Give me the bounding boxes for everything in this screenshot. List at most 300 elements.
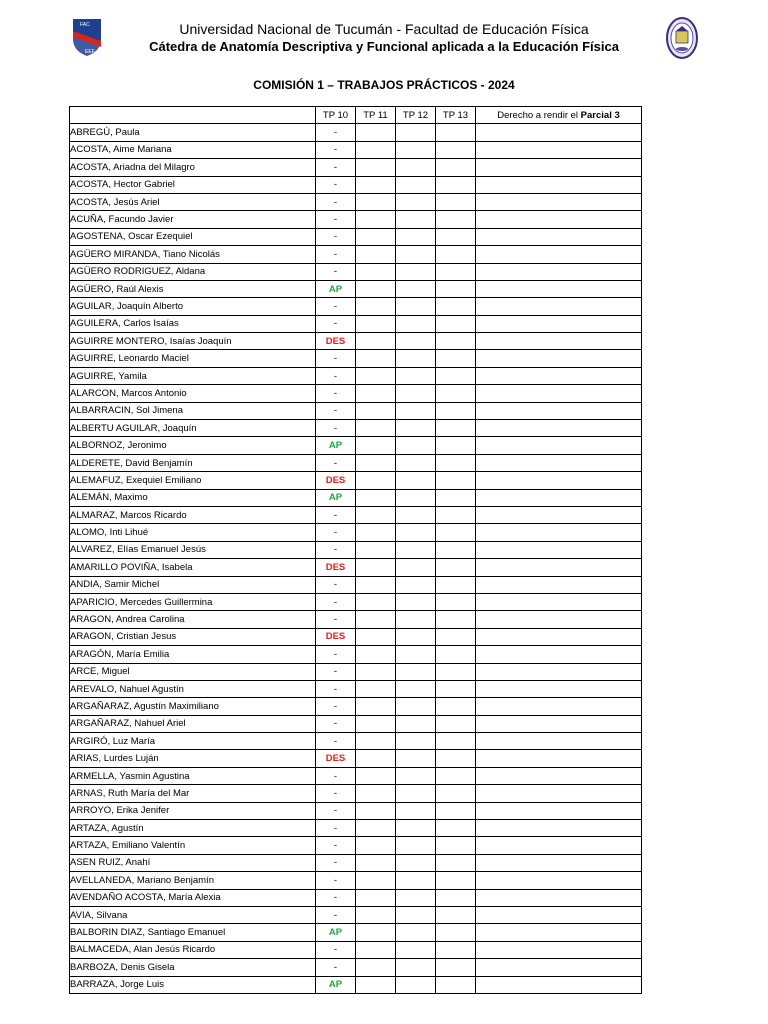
student-name: BARRAZA, Jorge Luis (70, 976, 316, 993)
tp11-status (356, 454, 396, 471)
table-row (70, 420, 642, 437)
student-name: BALBORIN DIAZ, Santiago Emanuel (70, 924, 316, 941)
derecho-status (476, 350, 642, 367)
table-row (70, 159, 642, 176)
tp11-status (356, 211, 396, 228)
derecho-status (476, 315, 642, 332)
tp11-status (356, 593, 396, 610)
tp10-status: - (316, 611, 356, 628)
tp10-status: - (316, 576, 356, 593)
derecho-status (476, 628, 642, 645)
tp13-status (436, 924, 476, 941)
tp11-status (356, 280, 396, 297)
table-row (70, 593, 642, 610)
derecho-status (476, 767, 642, 784)
tp12-status (396, 820, 436, 837)
derecho-status (476, 611, 642, 628)
tp10-status: AP (316, 924, 356, 941)
tp11-status (356, 402, 396, 419)
tp11-status (356, 367, 396, 384)
tp11-status (356, 559, 396, 576)
tp10-status: - (316, 959, 356, 976)
tp10-status: DES (316, 628, 356, 645)
tp12-status (396, 367, 436, 384)
tp13-status (436, 959, 476, 976)
student-name: ALARCON, Marcos Antonio (70, 385, 316, 402)
tp10-status: AP (316, 437, 356, 454)
student-name: ACOSTA, Hector Gabriel (70, 176, 316, 193)
tp10-status: - (316, 159, 356, 176)
tp11-status (356, 698, 396, 715)
table-row (70, 315, 642, 332)
student-name: AREVALO, Nahuel Agustín (70, 680, 316, 697)
tp12-status (396, 141, 436, 158)
tp10-status: - (316, 385, 356, 402)
table-row (70, 959, 642, 976)
student-name: ARAGON, Cristian Jesus (70, 628, 316, 645)
tp10-status: - (316, 124, 356, 141)
tp12-status (396, 402, 436, 419)
tp11-status (356, 959, 396, 976)
tp10-status: DES (316, 333, 356, 350)
derecho-status (476, 193, 642, 210)
tp12-status (396, 837, 436, 854)
derecho-status (476, 680, 642, 697)
tp11-status (356, 906, 396, 923)
tp11-status (356, 489, 396, 506)
header-tp11: TP 11 (356, 107, 396, 124)
tp13-status (436, 698, 476, 715)
table-row (70, 263, 642, 280)
table-row (70, 211, 642, 228)
tp11-status (356, 524, 396, 541)
table-row (70, 350, 642, 367)
header-name (70, 107, 316, 124)
tp13-status (436, 976, 476, 993)
table-row (70, 680, 642, 697)
table-row (70, 176, 642, 193)
tp11-status (356, 924, 396, 941)
derecho-status (476, 646, 642, 663)
derecho-status (476, 785, 642, 802)
tp10-status: - (316, 298, 356, 315)
tp11-status (356, 576, 396, 593)
table-row (70, 663, 642, 680)
tp13-status (436, 715, 476, 732)
tp12-status (396, 228, 436, 245)
table-row (70, 385, 642, 402)
tp11-status (356, 298, 396, 315)
tp10-status: - (316, 350, 356, 367)
tp13-status (436, 263, 476, 280)
tp13-status (436, 298, 476, 315)
tp12-status (396, 159, 436, 176)
tp11-status (356, 246, 396, 263)
derecho-status (476, 889, 642, 906)
tp10-status: - (316, 315, 356, 332)
derecho-status (476, 715, 642, 732)
tp10-status: - (316, 402, 356, 419)
tp10-status: - (316, 367, 356, 384)
tp10-status: - (316, 889, 356, 906)
tp10-status: DES (316, 559, 356, 576)
student-name: ALVAREZ, Elías Emanuel Jesús (70, 541, 316, 558)
tp12-status (396, 576, 436, 593)
tp13-status (436, 593, 476, 610)
derecho-status (476, 854, 642, 871)
student-name: AVENDAÑO ACOSTA, María Alexia (70, 889, 316, 906)
tp12-status (396, 385, 436, 402)
tp11-status (356, 385, 396, 402)
tp12-status (396, 663, 436, 680)
tp12-status (396, 646, 436, 663)
tp13-status (436, 176, 476, 193)
tp11-status (356, 176, 396, 193)
student-name: ARCE, Miguel (70, 663, 316, 680)
header-tp10: TP 10 (316, 107, 356, 124)
university-name: Universidad Nacional de Tucumán - Facultad de Educación Física (179, 21, 589, 37)
tp12-status (396, 315, 436, 332)
tp13-status (436, 646, 476, 663)
derecho-status (476, 437, 642, 454)
tp10-status: - (316, 246, 356, 263)
tp12-status (396, 750, 436, 767)
tp13-status (436, 315, 476, 332)
student-name: ARGAÑARAZ, Agustín Maximiliano (70, 698, 316, 715)
student-name: BALMACEDA, Alan Jesús Ricardo (70, 941, 316, 958)
student-name: ALMARAZ, Marcos Ricardo (70, 506, 316, 523)
student-name: AGUILAR, Joaquín Alberto (70, 298, 316, 315)
tp11-status (356, 715, 396, 732)
student-name: AGUILERA, Carlos Isaías (70, 315, 316, 332)
tp11-status (356, 611, 396, 628)
tp10-status: - (316, 785, 356, 802)
tp13-status (436, 767, 476, 784)
student-name: ALBORNOZ, Jeronimo (70, 437, 316, 454)
tp12-status (396, 715, 436, 732)
student-name: ARTAZA, Agustín (70, 820, 316, 837)
student-name: ALOMO, Inti Lihué (70, 524, 316, 541)
tp10-status: - (316, 524, 356, 541)
tp12-status (396, 924, 436, 941)
tp11-status (356, 628, 396, 645)
table-row (70, 437, 642, 454)
tp10-status: AP (316, 489, 356, 506)
table-row (70, 124, 642, 141)
tp13-status (436, 820, 476, 837)
student-name: ALBARRACIN, Sol Jimena (70, 402, 316, 419)
tp11-status (356, 889, 396, 906)
tp11-status (356, 767, 396, 784)
derecho-status (476, 559, 642, 576)
table-row (70, 628, 642, 645)
table-row (70, 698, 642, 715)
course-name: Cátedra de Anatomía Descriptiva y Funcional aplicada a la Educación Física (149, 39, 619, 54)
table-row (70, 228, 642, 245)
student-name: AGOSTENA, Oscar Ezequiel (70, 228, 316, 245)
student-name: ARMELLA, Yasmin Agustina (70, 767, 316, 784)
derecho-status (476, 141, 642, 158)
student-name: ANDIA, Samir Michel (70, 576, 316, 593)
derecho-status (476, 228, 642, 245)
tp13-status (436, 680, 476, 697)
tp10-status: - (316, 837, 356, 854)
tp10-status: - (316, 211, 356, 228)
student-name: ARIAS, Lurdes Luján (70, 750, 316, 767)
tp12-status (396, 246, 436, 263)
student-name: ALDERETE, David Benjamín (70, 454, 316, 471)
tp10-status: AP (316, 280, 356, 297)
tp13-status (436, 889, 476, 906)
table-row (70, 506, 642, 523)
student-name: AGUIRRE, Yamila (70, 367, 316, 384)
tp12-status (396, 472, 436, 489)
student-name: ARROYO, Erika Jenifer (70, 802, 316, 819)
derecho-status (476, 263, 642, 280)
table-row (70, 472, 642, 489)
tp13-status (436, 193, 476, 210)
derecho-status (476, 593, 642, 610)
derecho-status (476, 698, 642, 715)
tp11-status (356, 750, 396, 767)
tp12-status (396, 263, 436, 280)
table-row (70, 524, 642, 541)
student-name: AGUIRRE MONTERO, Isaías Joaquín (70, 333, 316, 350)
table-row (70, 924, 642, 941)
derecho-status (476, 941, 642, 958)
tp13-status (436, 733, 476, 750)
tp13-status (436, 385, 476, 402)
derecho-status (476, 524, 642, 541)
derecho-status (476, 333, 642, 350)
tp12-status (396, 802, 436, 819)
derecho-status (476, 124, 642, 141)
tp12-status (396, 906, 436, 923)
table-row (70, 646, 642, 663)
tp10-status: - (316, 941, 356, 958)
header-tp12: TP 12 (396, 107, 436, 124)
tp10-status: - (316, 854, 356, 871)
table-header-row (70, 107, 642, 124)
tp13-status (436, 941, 476, 958)
tp11-status (356, 437, 396, 454)
derecho-status (476, 576, 642, 593)
derecho-status (476, 663, 642, 680)
derecho-status (476, 750, 642, 767)
tp12-status (396, 489, 436, 506)
tp13-status (436, 367, 476, 384)
tp10-status: - (316, 420, 356, 437)
derecho-status (476, 872, 642, 889)
tp13-status (436, 663, 476, 680)
tp13-status (436, 524, 476, 541)
tp12-status (396, 593, 436, 610)
derecho-status (476, 246, 642, 263)
tp10-status: DES (316, 750, 356, 767)
tp12-status (396, 333, 436, 350)
tp13-status (436, 628, 476, 645)
student-name: ASEN RUIZ, Anahí (70, 854, 316, 871)
tp13-status (436, 872, 476, 889)
table-row (70, 802, 642, 819)
tp12-status (396, 976, 436, 993)
tp10-status: DES (316, 472, 356, 489)
tp11-status (356, 663, 396, 680)
student-name: ARAGÓN, María Emilia (70, 646, 316, 663)
tp12-status (396, 698, 436, 715)
student-name: AMARILLO POVIÑA, Isabela (70, 559, 316, 576)
derecho-status (476, 541, 642, 558)
table-row (70, 280, 642, 297)
svg-text:FAC: FAC (80, 22, 90, 28)
tp10-status: - (316, 906, 356, 923)
student-name: ALEMAFUZ, Exequiel Emiliano (70, 472, 316, 489)
student-name: AGUIRRE, Leonardo Maciel (70, 350, 316, 367)
student-name: ABREGÚ, Paula (70, 124, 316, 141)
tp13-status (436, 489, 476, 506)
header-derecho-prefix: Derecho a rendir el (497, 109, 581, 121)
document-header (0, 20, 768, 56)
derecho-status (476, 472, 642, 489)
tp10-status: - (316, 680, 356, 697)
table-row (70, 837, 642, 854)
tp11-status (356, 193, 396, 210)
table-row (70, 976, 642, 993)
table-row (70, 872, 642, 889)
table-row (70, 750, 642, 767)
tp10-status: - (316, 663, 356, 680)
tp12-status (396, 611, 436, 628)
tp10-status: - (316, 454, 356, 471)
student-name: AGÜERO MIRANDA, Tiano Nicolás (70, 246, 316, 263)
tp13-status (436, 837, 476, 854)
tp12-status (396, 559, 436, 576)
tp13-status (436, 437, 476, 454)
table-row (70, 785, 642, 802)
tp10-status: - (316, 193, 356, 210)
tp12-status (396, 959, 436, 976)
table-row (70, 298, 642, 315)
tp12-status (396, 628, 436, 645)
tp12-status (396, 872, 436, 889)
table-row (70, 889, 642, 906)
tp10-status: - (316, 646, 356, 663)
tp13-status (436, 906, 476, 923)
derecho-status (476, 906, 642, 923)
tp11-status (356, 680, 396, 697)
tp13-status (436, 350, 476, 367)
tp13-status (436, 280, 476, 297)
tp11-status (356, 506, 396, 523)
derecho-status (476, 924, 642, 941)
tp11-status (356, 785, 396, 802)
page-title: COMISIÓN 1 – TRABAJOS PRÁCTICOS - 2024 (253, 78, 515, 92)
tp12-status (396, 733, 436, 750)
tp13-status (436, 611, 476, 628)
table-row (70, 576, 642, 593)
tp13-status (436, 785, 476, 802)
tp12-status (396, 124, 436, 141)
derecho-status (476, 280, 642, 297)
table-row (70, 733, 642, 750)
tp13-status (436, 559, 476, 576)
table-row (70, 367, 642, 384)
derecho-status (476, 976, 642, 993)
tp13-status (436, 506, 476, 523)
tp12-status (396, 785, 436, 802)
header-derecho (476, 107, 642, 124)
table-row (70, 854, 642, 871)
tp12-status (396, 437, 436, 454)
derecho-status (476, 211, 642, 228)
tp13-status (436, 228, 476, 245)
tp12-status (396, 280, 436, 297)
student-name: ARTAZA, Emiliano Valentín (70, 837, 316, 854)
table-row (70, 767, 642, 784)
tp10-status: AP (316, 976, 356, 993)
tp11-status (356, 315, 396, 332)
student-name: AGÜERO, Raúl Alexis (70, 280, 316, 297)
tp13-status (436, 454, 476, 471)
tp10-status: - (316, 698, 356, 715)
student-name: BARBOZA, Denis Gisela (70, 959, 316, 976)
student-name: ARGAÑARAZ, Nahuel Ariel (70, 715, 316, 732)
tp10-status: - (316, 506, 356, 523)
tp11-status (356, 820, 396, 837)
tp11-status (356, 541, 396, 558)
student-name: ARNAS, Ruth María del Mar (70, 785, 316, 802)
tp10-status: - (316, 733, 356, 750)
tp11-status (356, 872, 396, 889)
tp12-status (396, 506, 436, 523)
tp12-status (396, 524, 436, 541)
table-row (70, 906, 642, 923)
student-name: ACOSTA, Ariadna del Milagro (70, 159, 316, 176)
student-name: ACOSTA, Aime Mariana (70, 141, 316, 158)
tp12-status (396, 941, 436, 958)
derecho-status (476, 489, 642, 506)
student-name: ARAGON, Andrea Carolina (70, 611, 316, 628)
derecho-status (476, 402, 642, 419)
tp11-status (356, 263, 396, 280)
derecho-status (476, 959, 642, 976)
tp12-status (396, 176, 436, 193)
tp11-status (356, 837, 396, 854)
derecho-status (476, 420, 642, 437)
table-row (70, 715, 642, 732)
tp12-status (396, 211, 436, 228)
header-derecho-bold: Parcial 3 (580, 109, 620, 121)
tp10-status: - (316, 141, 356, 158)
tp11-status (356, 228, 396, 245)
tp13-status (436, 472, 476, 489)
tp10-status: - (316, 715, 356, 732)
table-row (70, 489, 642, 506)
table-row (70, 611, 642, 628)
tp12-status (396, 350, 436, 367)
tp11-status (356, 646, 396, 663)
tp13-status (436, 141, 476, 158)
tp13-status (436, 750, 476, 767)
derecho-status (476, 454, 642, 471)
student-name: APARICIO, Mercedes Guillermina (70, 593, 316, 610)
derecho-status (476, 385, 642, 402)
tp11-status (356, 350, 396, 367)
tp10-status: - (316, 176, 356, 193)
derecho-status (476, 733, 642, 750)
derecho-status (476, 298, 642, 315)
tp10-status: - (316, 263, 356, 280)
